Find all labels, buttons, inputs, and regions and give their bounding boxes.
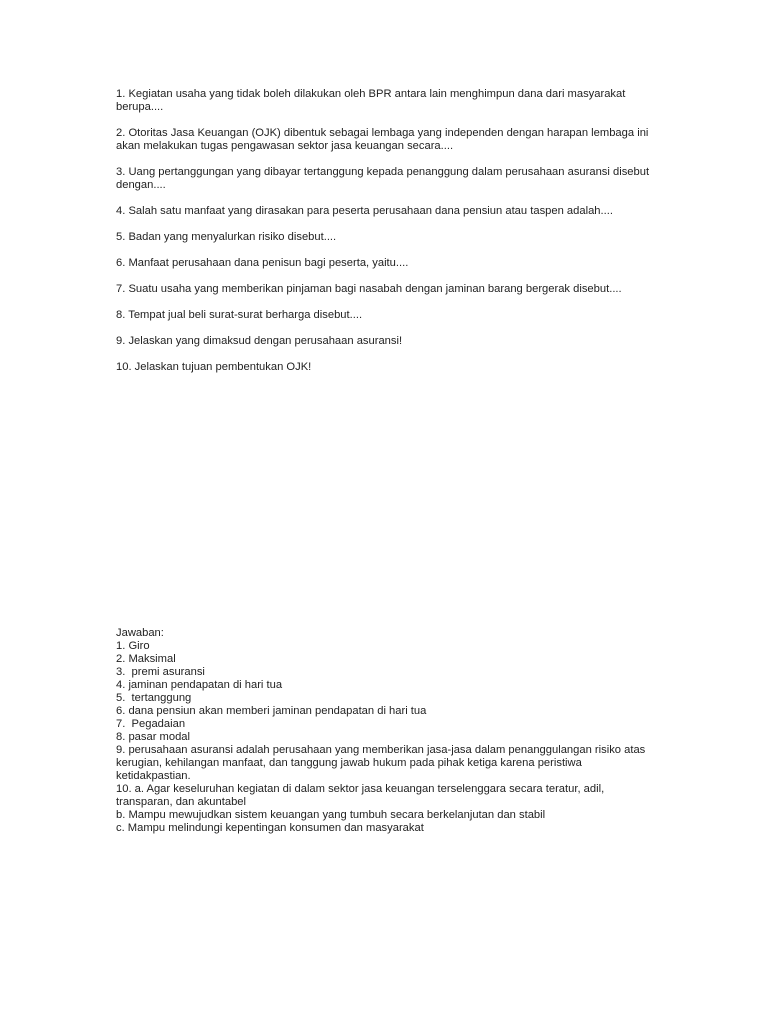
answer-item: 2. Maksimal [116,653,176,665]
answer-item: 5. tertanggung [116,692,192,704]
answer-item: 8. pasar modal [116,731,191,743]
question-list [116,88,656,387]
answer-item: 9. perusahaan asuransi adalah perusahaan yang memberikan jasa-jasa dalam penanggulangan risiko atas kerugian, kehilangan manfaat, dan tanggung jawab hukum pada pihak ketiga karena peristiwa ketidakpastian. [116,744,649,782]
answer-item: 3. premi asuransi [116,666,205,678]
answer-item: 4. jaminan pendapatan di hari tua [116,679,283,691]
answer-item: 7. Pegadaian [116,718,186,730]
question-item: 9. Jelaskan yang dimaksud dengan perusahaan asuransi! [116,335,403,347]
question-item: 6. Manfaat perusahaan dana penisun bagi peserta, yaitu.... [116,257,409,269]
answer-item: 1. Giro [116,640,150,652]
question-item: 1. Kegiatan usaha yang tidak boleh dilakukan oleh BPR antara lain menghimpun dana dari masyarakat berupa.... [116,88,626,113]
question-item: 5. Badan yang menyalurkan risiko disebut.... [116,231,337,243]
answer-item: 10. a. Agar keseluruhan kegiatan di dalam sektor jasa keuangan terselenggara secara teratur, adil, transparan, dan akuntabel [116,783,608,808]
question-item: 3. Uang pertanggungan yang dibayar tertanggung kepada penanggung dalam perusahaan asuransi disebut dengan.... [116,166,650,191]
question-item: 2. Otoritas Jasa Keuangan (OJK) dibentuk sebagai lembaga yang independen dengan harapan lembaga ini akan melakukan tugas pengawasan sektor jasa keuangan secara.... [116,127,649,152]
answer-heading: Jawaban: [116,627,164,639]
question-item: 8. Tempat jual beli surat-surat berharga disebut.... [116,309,363,321]
answer-item: b. Mampu mewujudkan sistem keuangan yang tumbuh secara berkelanjutan dan stabil [116,809,546,821]
question-item: 10. Jelaskan tujuan pembentukan OJK! [116,361,312,373]
question-item: 7. Suatu usaha yang memberikan pinjaman bagi nasabah dengan jaminan barang bergerak disebut.... [116,283,622,295]
answer-item: 6. dana pensiun akan memberi jaminan pendapatan di hari tua [116,705,427,717]
answer-section [116,627,656,835]
question-item: 4. Salah satu manfaat yang dirasakan para peserta perusahaan dana pensiun atau taspen adalah.... [116,205,613,217]
answer-item: c. Mampu melindungi kepentingan konsumen dan masyarakat [116,822,424,834]
